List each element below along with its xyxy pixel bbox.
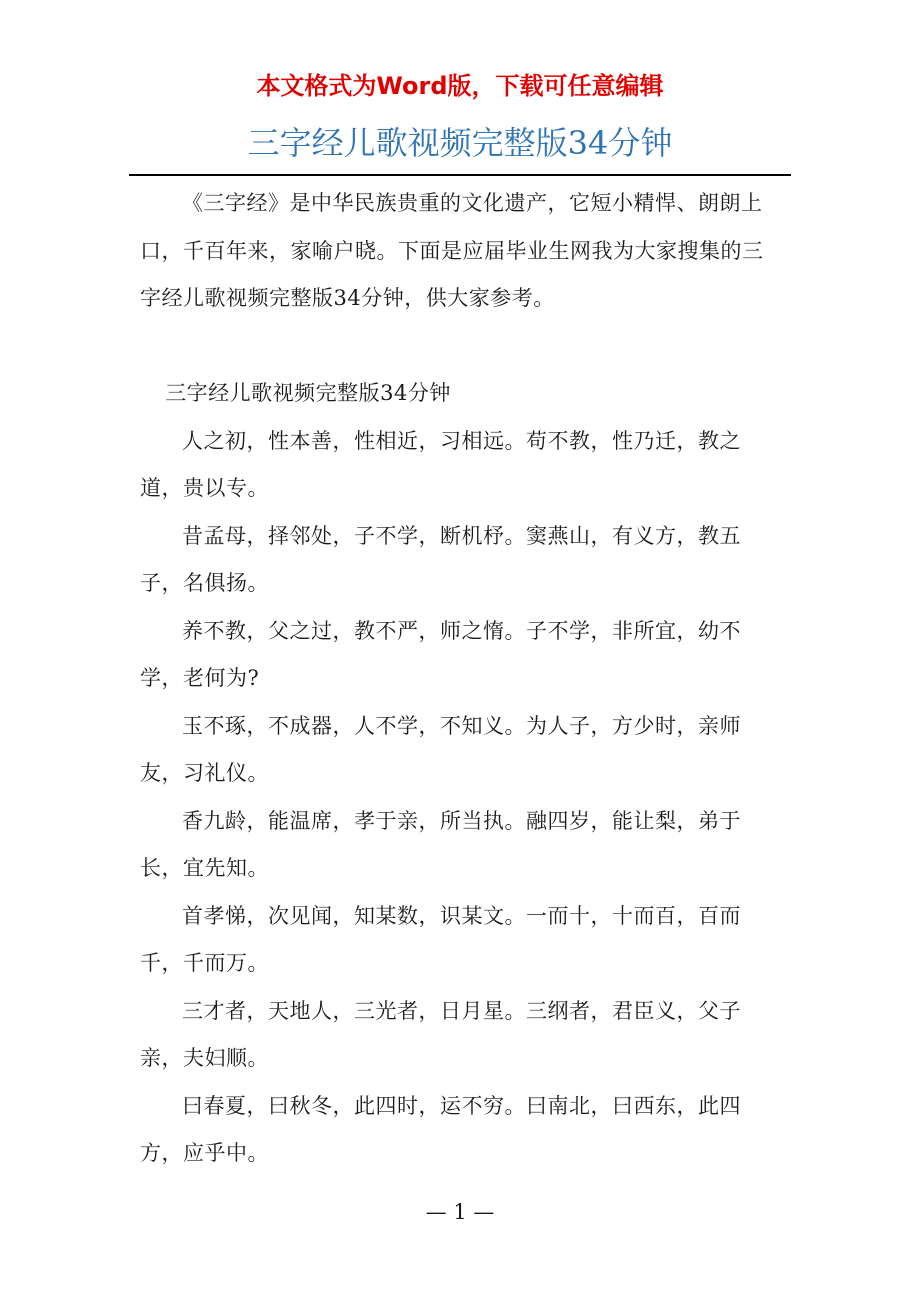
verse-paragraph: 养不教，父之过，教不严，师之惰。子不学，非所宜，幼不学，老何为? (140, 618, 741, 690)
verse-paragraph: 曰春夏，曰秋冬，此四时，运不穷。曰南北，曰西东，此四方，应乎中。 (140, 1093, 741, 1165)
intro-paragraph: 《三字经》是中华民族贵重的文化遗产，它短小精悍、朗朗上口，千百年来，家喻户晓。下面是应届毕业生网我为大家搜集的三字经儿歌视频完整版34分钟，供大家参考。 (140, 191, 764, 310)
section-subheading: 三字经儿歌视频完整版34分钟 (165, 381, 451, 405)
verse-paragraph: 昔孟母，择邻处，子不学，断机杼。窦燕山，有义方，教五子，名俱扬。 (140, 523, 741, 595)
page-number: — 1 — (425, 1200, 495, 1224)
verse-paragraph: 三才者，天地人，三光者，日月星。三纲者，君臣义，父子亲，夫妇顺。 (140, 998, 741, 1070)
title-divider (129, 174, 791, 176)
document-body (140, 180, 780, 1178)
verse-paragraph: 玉不琢，不成器，人不学，不知义。为人子，方少时，亲师友，习礼仪。 (140, 713, 741, 785)
verse-paragraph: 人之初，性本善，性相近，习相远。苟不教，性乃迁，教之道，贵以专。 (140, 428, 741, 500)
format-notice-banner: 本文格式为Word版，下载可任意编辑 (256, 72, 664, 100)
verse-paragraph: 首孝悌，次见闻，知某数，识某文。一而十，十而百，百而千，千而万。 (140, 903, 741, 975)
verse-paragraph: 香九龄，能温席，孝于亲，所当执。融四岁，能让梨，弟于长，宜先知。 (140, 808, 741, 880)
document-title: 三字经儿歌视频完整版34分钟 (247, 124, 673, 162)
